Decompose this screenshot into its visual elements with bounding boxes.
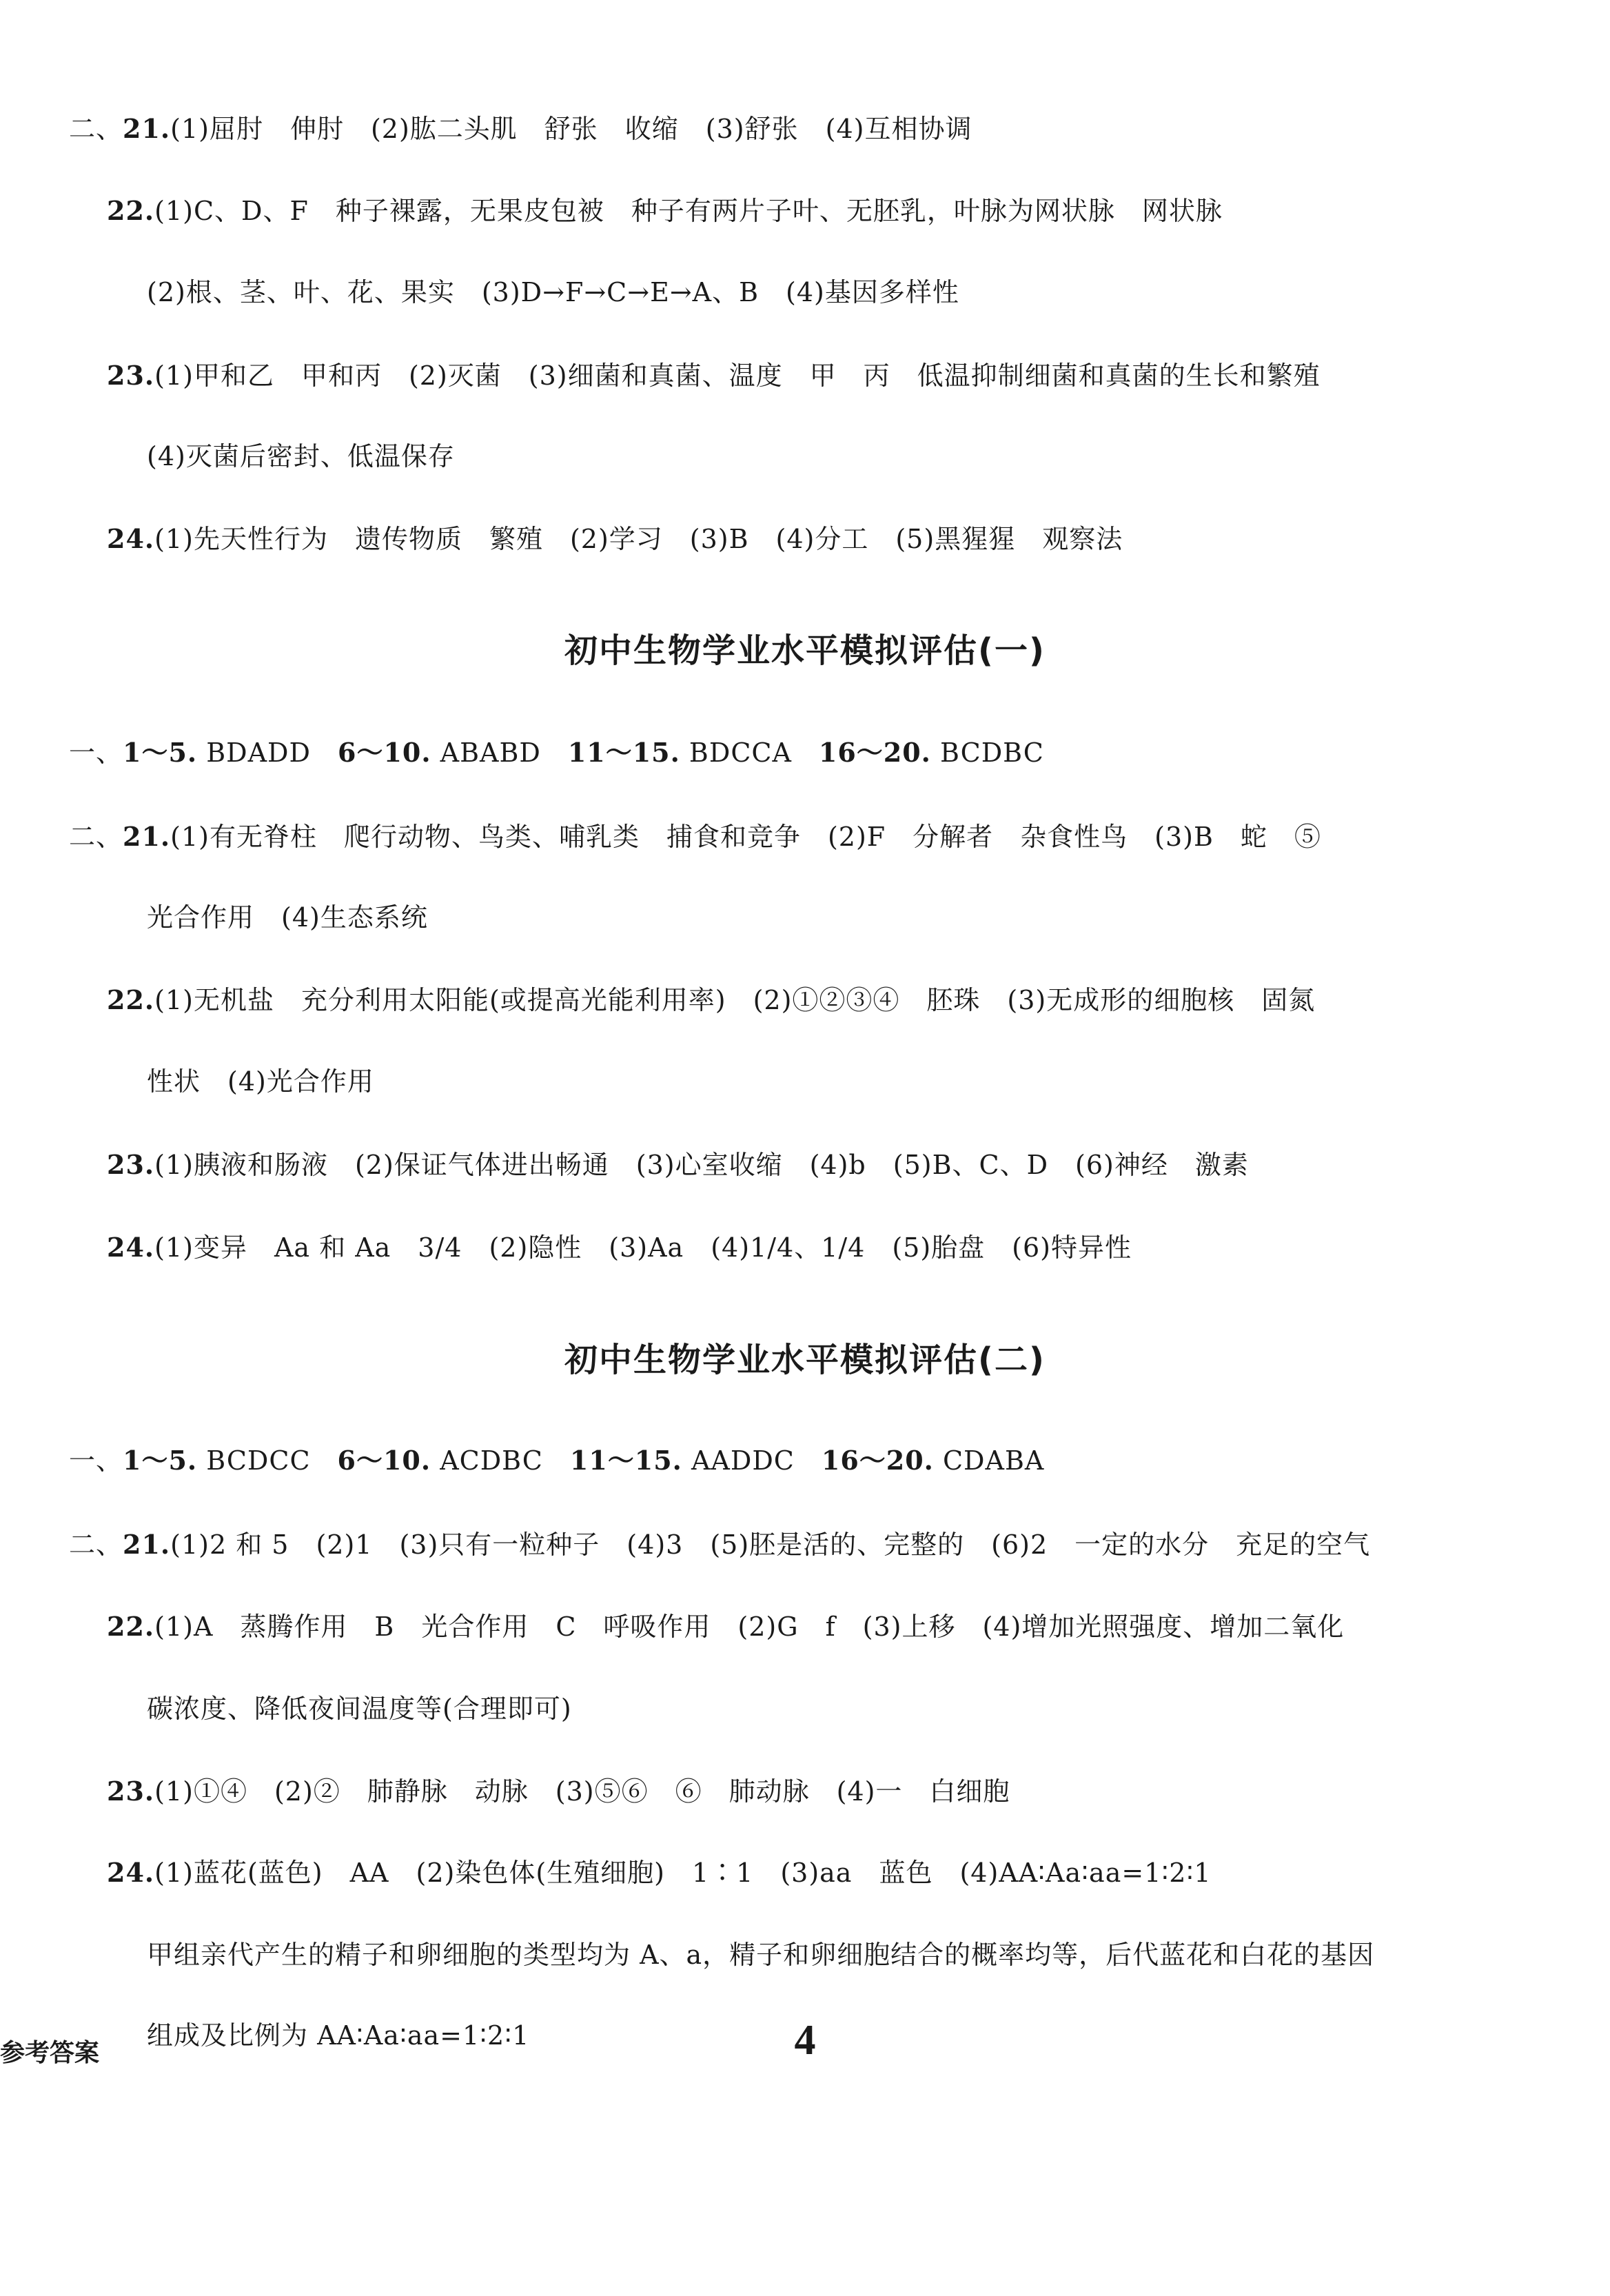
question-number: 24. [107, 1857, 155, 1888]
answer-text: BDADD [197, 738, 338, 768]
answer-21 [69, 1527, 1370, 1562]
answer-24 [107, 1230, 1132, 1265]
answer-text: (1)胰液和肠液 (2)保证气体进出畅通 (3)心室收缩 (4)b (5)B、C、D (6)神经 激素 [154, 1150, 1249, 1180]
question-range: 6～10. [337, 1445, 431, 1476]
answer-text: (1)甲和乙 甲和丙 (2)灭菌 (3)细菌和真菌、温度 甲 丙 低温抑制细菌和真菌的生长和繁殖 [154, 360, 1321, 391]
answer-22 [107, 194, 1223, 228]
answer-24 [107, 1856, 1212, 1890]
answer-22-continued: (2)根、茎、叶、花、果实 (3)D→F→C→E→A、B (4)基因多样性 [147, 277, 959, 307]
answer-24-continued: 甲组亲代产生的精子和卵细胞的类型均为 A、a，精子和卵细胞结合的概率均等，后代蓝花和白花的基因 [147, 1940, 1375, 1970]
answer-22 [107, 1609, 1344, 1644]
answer-23 [107, 358, 1321, 393]
answer-text: (1)变异 Aa 和 Aa 3/4 (2)隐性 (3)Aa (4)1/4、1/4 (5)胎盘 (6)特异性 [154, 1232, 1132, 1263]
question-range: 11～15. [567, 737, 680, 768]
question-number: 24. [107, 523, 155, 554]
question-number: 22. [107, 195, 155, 226]
part-prefix: 二、 [69, 822, 123, 852]
question-number: 22. [107, 984, 155, 1015]
section-title: 初中生物学业水平模拟评估(二) [564, 1341, 1046, 1379]
question-number: 21. [123, 113, 171, 144]
answer-text: BDCCA [680, 738, 819, 768]
answer-21-continued: 光合作用 (4)生态系统 [147, 902, 428, 933]
question-number: 23. [107, 1149, 155, 1180]
choice-answers [69, 735, 1044, 770]
answer-text: AADDC [682, 1445, 822, 1476]
question-number: 21. [123, 821, 171, 852]
answer-text: (1)①④ (2)② 肺静脉 动脉 (3)⑤⑥ ⑥ 肺动脉 (4)一 白细胞 [154, 1776, 1010, 1807]
answer-text: (1)无机盐 充分利用太阳能(或提高光能利用率) (2)①②③④ 胚珠 (3)无成形的细胞核 固氮 [154, 985, 1316, 1015]
part-prefix: 一、 [69, 1445, 123, 1476]
choice-answers [69, 1443, 1044, 1478]
answer-23-continued: (4)灭菌后密封、低温保存 [147, 441, 455, 471]
answer-text: ABABD [431, 738, 568, 768]
page-number: 4 [794, 2017, 816, 2064]
question-number: 24. [107, 1232, 155, 1263]
question-number: 23. [107, 1776, 155, 1807]
answer-text: (1)先天性行为 遗传物质 繁殖 (2)学习 (3)B (4)分工 (5)黑猩猩 观察法 [154, 524, 1123, 554]
answer-24 [107, 522, 1123, 556]
question-range: 1～5. [123, 1445, 198, 1476]
part-prefix: 二、 [69, 114, 123, 144]
answer-text: (1)C、D、F 种子裸露，无果皮包被 种子有两片子叶、无胚乳，叶脉为网状脉 网状脉 [154, 196, 1223, 226]
answer-21 [69, 820, 1321, 854]
answer-text: (1)A 蒸腾作用 B 光合作用 C 呼吸作用 (2)G f (3)上移 (4)增加光照强度、增加二氧化 [154, 1612, 1345, 1642]
answer-text: ACDBC [431, 1445, 570, 1476]
section-title: 初中生物学业水平模拟评估(一) [564, 631, 1046, 670]
answer-22-continued: 性状 (4)光合作用 [147, 1066, 374, 1097]
answer-23 [107, 1774, 1010, 1809]
answer-text: (1)蓝花(蓝色) AA (2)染色体(生殖细胞) 1∶1 (3)aa 蓝色 (4)AA∶Aa∶aa=1∶2∶1 [154, 1858, 1212, 1888]
question-number: 21. [123, 1529, 171, 1560]
answer-text: BCDCC [197, 1445, 338, 1476]
answer-22 [107, 983, 1315, 1017]
answer-text: (1)2 和 5 (2)1 (3)只有一粒种子 (4)3 (5)胚是活的、完整的 (6)2 一定的水分 充足的空气 [170, 1530, 1371, 1560]
part-prefix: 二、 [69, 1530, 123, 1560]
answer-24-continued: 组成及比例为 AA∶Aa∶aa=1∶2∶1 [147, 2020, 530, 2051]
answer-23 [107, 1148, 1249, 1182]
part-prefix: 一、 [69, 738, 123, 768]
footer-label: 参考答案 [0, 2039, 100, 2067]
question-range: 16～20. [821, 1445, 934, 1476]
answer-22-continued: 碳浓度、降低夜间温度等(合理即可) [147, 1694, 572, 1724]
question-range: 1～5. [123, 737, 198, 768]
question-range: 11～15. [569, 1445, 682, 1476]
answer-text: (1)屈肘 伸肘 (2)肱二头肌 舒张 收缩 (3)舒张 (4)互相协调 [170, 114, 972, 144]
question-number: 22. [107, 1611, 155, 1642]
question-range: 16～20. [818, 737, 931, 768]
question-number: 23. [107, 360, 155, 391]
answer-text: BCDBC [930, 738, 1044, 768]
answer-text: (1)有无脊柱 爬行动物、鸟类、哺乳类 捕食和竞争 (2)F 分解者 杂食性鸟 (3)B 蛇 ⑤ [170, 822, 1321, 852]
question-range: 6～10. [338, 737, 431, 768]
answer-21 [69, 112, 972, 146]
answer-text: CDABA [933, 1445, 1045, 1476]
